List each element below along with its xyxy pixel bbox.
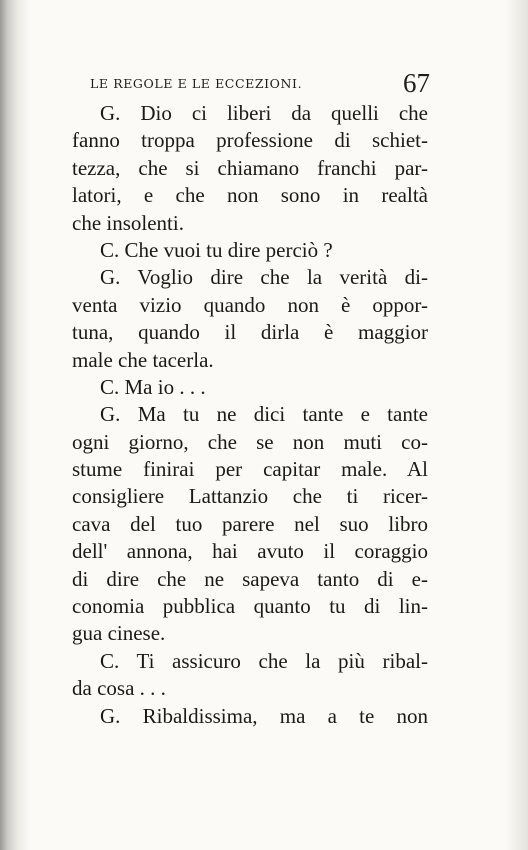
text-line: C. Ma io . . . bbox=[100, 374, 206, 399]
text-line: da cosa . . . bbox=[72, 676, 166, 701]
text-line: tuna, quando il dirla è maggior bbox=[72, 320, 428, 345]
text-line: G. Ribaldissima, ma a te non bbox=[100, 703, 428, 728]
text-line: G. Voglio dire che la verità di- bbox=[100, 265, 428, 290]
text-line: tezza, che si chiamano franchi par- bbox=[72, 155, 428, 180]
text-line: G. Ma tu ne dici tante e tante bbox=[100, 402, 428, 427]
text-line: C. Che vuoi tu dire perciò ? bbox=[100, 237, 333, 262]
text-line: che insolenti. bbox=[72, 210, 184, 235]
text-line: ogni giorno, che se non muti co- bbox=[72, 429, 428, 454]
text-line: di dire che ne sapeva tanto di e- bbox=[72, 566, 428, 591]
text-line: latori, e che non sono in realtà bbox=[72, 183, 428, 208]
text-line: stume finirai per capitar male. Al bbox=[72, 457, 428, 482]
text-line: consigliere Lattanzio che ti ricer- bbox=[72, 484, 428, 509]
text-line: C. Ti assicuro che la più ribal- bbox=[100, 648, 428, 673]
page-edge bbox=[506, 0, 528, 850]
text-line: cava del tuo parere nel suo libro bbox=[72, 511, 428, 536]
running-head: LE REGOLE E LE ECCEZIONI. bbox=[90, 76, 303, 91]
text-line: venta vizio quando non è oppor- bbox=[72, 292, 428, 317]
text-line: conomia pubblica quanto tu di lin- bbox=[72, 594, 428, 619]
spine-shadow bbox=[0, 0, 30, 850]
page-number: 67 bbox=[403, 68, 430, 98]
text-line: fanno troppa professione di schiet- bbox=[72, 128, 428, 153]
text-line: male che tacerla. bbox=[72, 347, 214, 372]
text-line: G. Dio ci liberi da quelli che bbox=[100, 101, 428, 125]
page-header bbox=[90, 70, 430, 98]
text-line: dell' annona, hai avuto il coraggio bbox=[72, 539, 428, 564]
body-text bbox=[72, 100, 428, 730]
text-line: gua cinese. bbox=[72, 621, 166, 646]
